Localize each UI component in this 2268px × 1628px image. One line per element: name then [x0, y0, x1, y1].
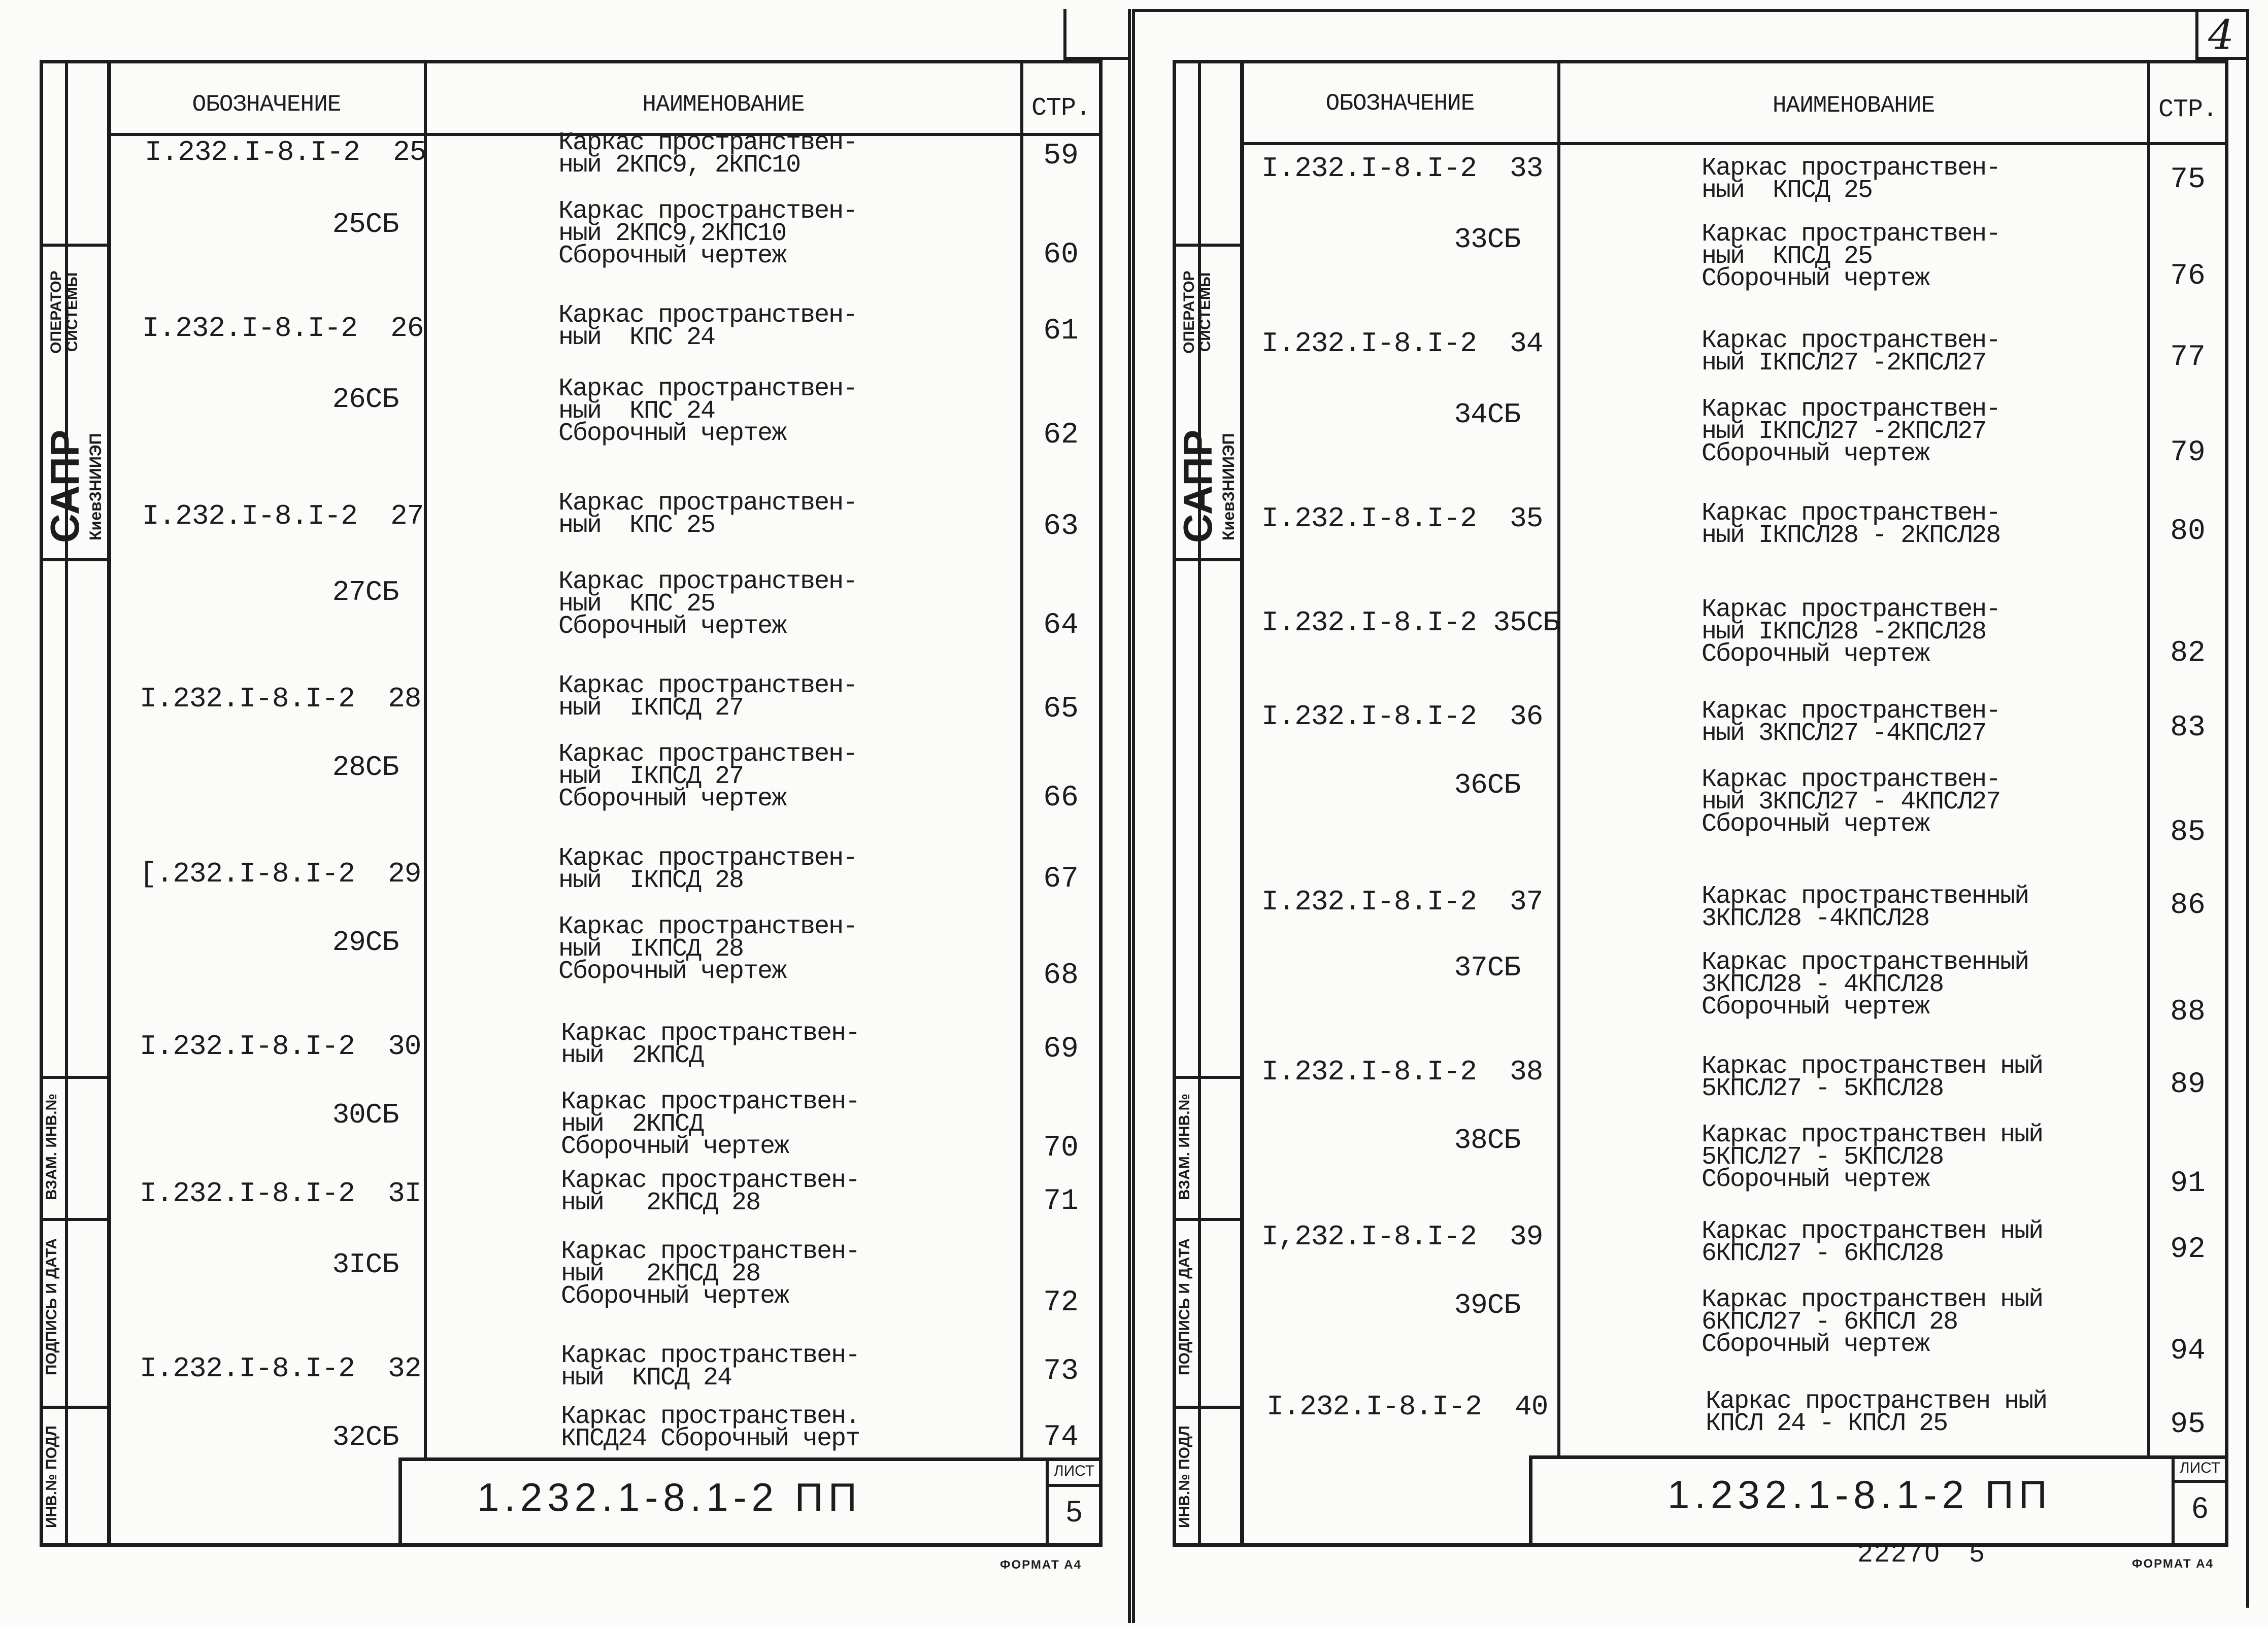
- row-designation: 28СБ: [332, 751, 398, 784]
- row-name: Каркас пространствен- ный IКПСД 28: [558, 844, 857, 895]
- row-designation: [.232.I-8.I-2 29: [140, 858, 421, 890]
- row-name: Каркас пространствен- ный КПС 24: [558, 301, 857, 352]
- row-page: 65: [1043, 693, 1079, 726]
- row-name: Каркас пространствен- ный IКПСД 27: [558, 671, 857, 723]
- row-designation: I.232.I-8.I-2 36: [1261, 700, 1543, 733]
- stamp-vzam: ВЗАМ. ИНВ.№: [43, 1093, 60, 1201]
- stamp-sapr: САПР: [1175, 429, 1220, 543]
- inventory-number: 22270 5: [1858, 1538, 1986, 1568]
- row-name: Каркас пространственный 3КПСЛ28 - 4КПСЛ28 Сборочный чертеж: [1702, 948, 2029, 1022]
- row-name: Каркас пространствен- ный КПС 25 Сборочный чертеж: [558, 567, 857, 641]
- row-designation: 26СБ: [332, 383, 398, 416]
- row-designation: 36СБ: [1454, 769, 1520, 801]
- sheet-right: [1132, 0, 2268, 1628]
- row-name: Каркас пространствен- ный 2КПС9, 2КПС10: [558, 128, 857, 180]
- row-name: Каркас пространствен- ный IКПСЛ27 -2КПСЛ27 Сборочный чертеж: [1702, 395, 2000, 468]
- row-page: 75: [2170, 163, 2206, 196]
- row-name: Каркас пространствен- ный 2КПСД 28 Сборочный чертеж: [561, 1237, 860, 1311]
- header-page: СТР.: [2158, 95, 2218, 124]
- row-page: 86: [2170, 889, 2206, 922]
- row-designation: I.232.I-8.I-2 26: [142, 312, 424, 345]
- row-name: Каркас пространствен- ный IКПСЛ27 -2КПСЛ27: [1702, 326, 2000, 378]
- row-name: Каркас пространствен- ный IКПСД 27 Сборочный чертеж: [558, 740, 857, 813]
- row-designation: I.232.I-8.I-2 30: [140, 1030, 421, 1063]
- row-name: Каркас пространствен ный 6КПСЛ27 - 6КПСЛ 28 Сборочный чертеж: [1702, 1285, 2043, 1359]
- row-page: 80: [2170, 515, 2206, 548]
- header-designation: ОБОЗНАЧЕНИЕ: [1325, 90, 1475, 117]
- row-page: 88: [2170, 996, 2206, 1029]
- row-page: 67: [1043, 863, 1079, 896]
- row-designation: I.232.I-8.I-2 32: [140, 1352, 421, 1385]
- row-page: 70: [1043, 1132, 1079, 1165]
- row-page: 76: [2170, 260, 2206, 293]
- row-designation: I.232.I-8.I-2 25: [145, 136, 426, 168]
- row-name: Каркас пространствен ный 6КПСЛ27 - 6КПСЛ28: [1702, 1217, 2043, 1268]
- row-name: Каркас пространствен- ный КПСД 24: [561, 1341, 860, 1393]
- stamp-institute: КиевЗНИИЭП: [1219, 433, 1238, 540]
- row-designation: I.232.I-8.I-2 40: [1266, 1390, 1548, 1423]
- row-page: 77: [2170, 341, 2206, 374]
- row-page: 59: [1043, 140, 1079, 173]
- row-designation: 37СБ: [1454, 952, 1520, 984]
- row-page: 72: [1043, 1286, 1079, 1319]
- document-code: 1.232.1-8.1-2 ПП: [1667, 1472, 2052, 1517]
- row-designation: 3IСБ: [332, 1248, 398, 1281]
- row-designation: I.232.I-8.I-2 38: [1261, 1056, 1543, 1088]
- row-designation: 33СБ: [1454, 223, 1520, 256]
- stamp-invpodl: ИНВ.№ ПОДЛ: [1176, 1426, 1193, 1528]
- row-name: Каркас пространствен- ный 2КПС9,2КПС10 Сборочный чертеж: [558, 197, 857, 270]
- row-designation: I,232.I-8.I-2 39: [1261, 1220, 1543, 1253]
- row-page: 68: [1043, 959, 1079, 992]
- row-designation: I.232.I-8.I-2 27: [142, 500, 424, 532]
- row-page: 82: [2170, 637, 2206, 670]
- row-page: 71: [1043, 1185, 1079, 1218]
- row-page: 94: [2170, 1335, 2206, 1368]
- row-page: 61: [1043, 315, 1079, 348]
- row-name: Каркас пространствен- ный 3КПСЛ27 - 4КПСЛ27 Сборочный чертеж: [1702, 765, 2000, 839]
- row-name: Каркас пространствен- ный 3КПСЛ27 -4КПСЛ27: [1702, 697, 2000, 748]
- row-name: Каркас пространствен- ный КПС 25: [558, 489, 857, 540]
- sheet-number: 6: [2191, 1491, 2209, 1524]
- stamp-vzam: ВЗАМ. ИНВ.№: [1176, 1093, 1193, 1201]
- stamp-institute: КиевЗНИИЭП: [86, 433, 105, 540]
- stamp-operator: ОПЕРАТОР СИСТЕМЫ: [48, 270, 81, 354]
- header-page: СТР.: [1031, 94, 1091, 123]
- stamp-invpodl: ИНВ.№ ПОДЛ: [43, 1426, 60, 1528]
- row-name: Каркас пространствен- ный 2КПСД: [561, 1019, 860, 1070]
- row-page: 85: [2170, 816, 2206, 849]
- row-name: Каркас пространствен- ный IКПСЛ28 - 2КПСЛ28: [1702, 499, 2000, 550]
- row-page: 74: [1043, 1421, 1079, 1454]
- row-page: 92: [2170, 1233, 2206, 1266]
- stamp-podpis: ПОДПИСЬ И ДАТА: [1176, 1238, 1193, 1376]
- row-name: Каркас пространствен ный 5КПСЛ27 - 5КПСЛ28 Сборочный чертеж: [1702, 1121, 2043, 1194]
- corner-page-number: 4: [2208, 11, 2234, 58]
- row-designation: 34СБ: [1454, 398, 1520, 431]
- row-page: 79: [2170, 436, 2206, 469]
- row-name: Каркас пространствен- ный IКПСЛ28 -2КПСЛ28 Сборочный чертеж: [1702, 595, 2000, 669]
- sheet-number: 5: [1065, 1495, 1083, 1528]
- row-page: 60: [1043, 239, 1079, 272]
- format-label: ФОРМАТ А4: [1000, 1558, 1082, 1572]
- row-page: 62: [1043, 419, 1079, 452]
- sheet-label: ЛИСТ: [1053, 1463, 1095, 1479]
- row-name: Каркас пространствен- ный КПСД 25: [1702, 154, 2000, 205]
- row-name: Каркас пространствен- ный IКПСД 28 Сборочный чертеж: [558, 912, 857, 986]
- row-designation: 29СБ: [332, 926, 398, 959]
- header-name: НАИМЕНОВАНИЕ: [1772, 92, 1935, 119]
- stamp-operator: ОПЕРАТОР СИСТЕМЫ: [1181, 270, 1214, 354]
- sheet-label: ЛИСТ: [2179, 1460, 2221, 1476]
- row-name: Каркас пространствен- ный 2КПСД 28: [561, 1166, 860, 1217]
- row-name: Каркас пространствен- ный КПСД 25 Сборочный чертеж: [1702, 220, 2000, 293]
- row-name: Каркас пространствен ный КПСЛ 24 - КПСЛ 25: [1706, 1387, 2047, 1438]
- stamp-sapr: САПР: [42, 429, 87, 543]
- row-designation: I.232.I-8.I-2 3I: [140, 1177, 421, 1210]
- row-designation: 25СБ: [332, 208, 398, 241]
- document-code: 1.232.1-8.1-2 ПП: [477, 1475, 862, 1519]
- row-page: 63: [1043, 510, 1079, 543]
- row-name: Каркас пространствен- ный 2КПСД Сборочный чертеж: [561, 1088, 860, 1161]
- row-designation: I.232.I-8.I-2 35: [1261, 502, 1543, 535]
- row-designation: I.232.I-8.I-2 34: [1261, 327, 1543, 360]
- row-designation: I.232.I-8.I-2 33: [1261, 152, 1543, 185]
- header-name: НАИМЕНОВАНИЕ: [642, 91, 805, 118]
- row-name: Каркас пространственный 3КПСЛ28 -4КПСЛ28: [1702, 882, 2029, 933]
- row-designation: 39СБ: [1454, 1289, 1520, 1321]
- format-label: ФОРМАТ А4: [2132, 1557, 2214, 1571]
- row-name: Каркас пространствен ный 5КПСЛ27 - 5КПСЛ28: [1702, 1052, 2043, 1103]
- row-designation: 30СБ: [332, 1099, 398, 1131]
- row-page: 69: [1043, 1033, 1079, 1066]
- row-page: 73: [1043, 1355, 1079, 1388]
- row-designation: I.232.I-8.I-2 28: [140, 683, 421, 715]
- row-page: 64: [1043, 609, 1079, 642]
- row-page: 83: [2170, 711, 2206, 744]
- header-designation: ОБОЗНАЧЕНИЕ: [192, 91, 341, 118]
- row-page: 91: [2170, 1167, 2206, 1200]
- sheet-left: [0, 0, 1132, 1628]
- row-designation: 32СБ: [332, 1421, 398, 1453]
- row-page: 89: [2170, 1068, 2206, 1101]
- row-page: 66: [1043, 782, 1079, 815]
- row-name: Каркас пространствен. КПСД24 Сборочный черт: [561, 1402, 860, 1453]
- row-page: 95: [2170, 1408, 2206, 1441]
- row-designation: 27СБ: [332, 576, 398, 608]
- row-designation: 38СБ: [1454, 1124, 1520, 1157]
- row-designation: I.232.I-8.I-2 37: [1261, 886, 1543, 918]
- stamp-podpis: ПОДПИСЬ И ДАТА: [43, 1238, 60, 1376]
- row-name: Каркас пространствен- ный КПС 24 Сборочный чертеж: [558, 375, 857, 448]
- row-designation: I.232.I-8.I-2 35СБ: [1261, 606, 1559, 639]
